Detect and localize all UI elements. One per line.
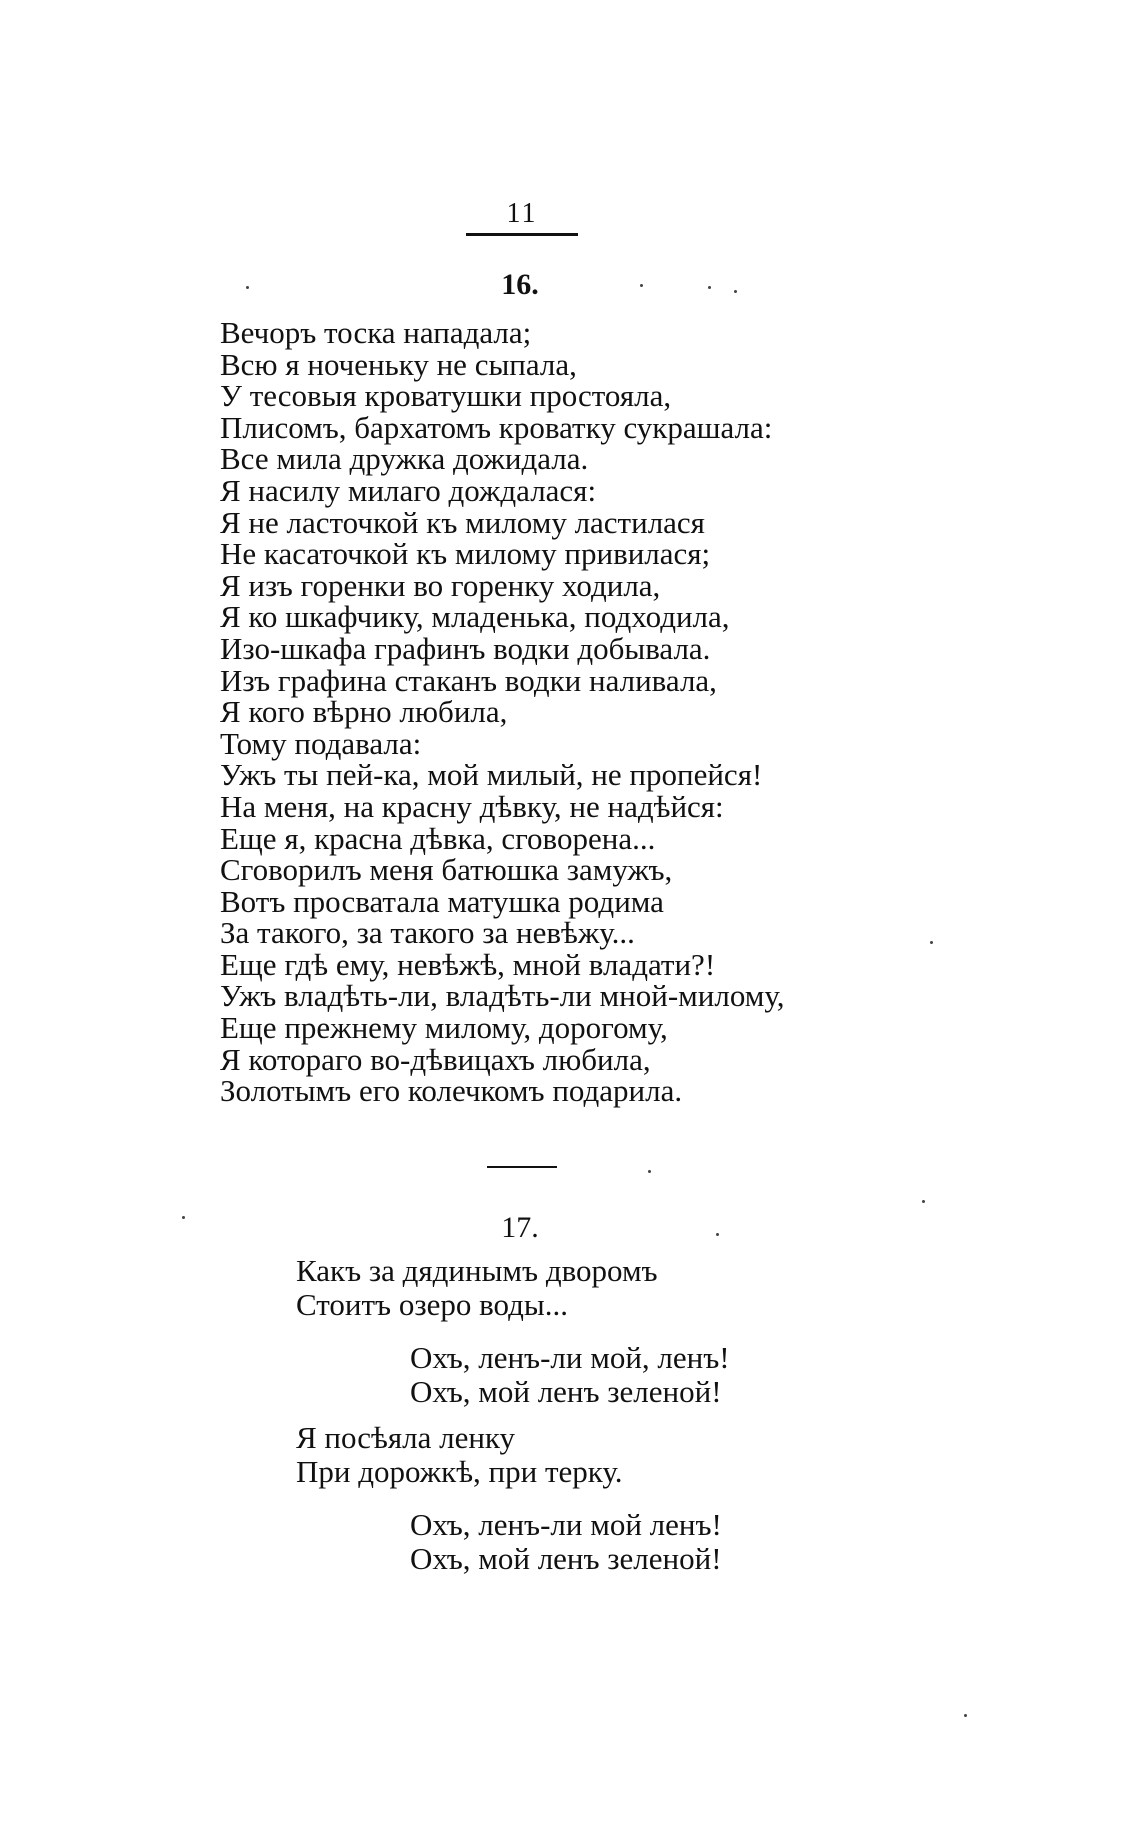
song-17-stanza-1 xyxy=(296,1254,658,1322)
verse-line: Золотымъ его колечкомъ подарила. xyxy=(220,1073,683,1109)
verse-line: Вечоръ тоска нападала; xyxy=(220,315,532,350)
scan-speck xyxy=(182,1216,185,1219)
verse-line: При дорожкѣ, при терку. xyxy=(296,1454,623,1489)
verse-line: Плисомъ, бархатомъ кроватку сукрашала: xyxy=(220,409,773,445)
verse-line: Я не ласточкой къ милому ластилася xyxy=(220,504,705,540)
verse-line: Тому подавала: xyxy=(220,725,422,761)
song-17-refrain-2 xyxy=(410,1508,722,1576)
scan-speck xyxy=(708,286,711,289)
scan-speck xyxy=(930,941,933,944)
verse-line: Еще прежнему милому, дорогому, xyxy=(220,1010,668,1046)
refrain-line: Охъ, ленъ-ли мой, ленъ! xyxy=(410,1340,730,1375)
page-number: 11 xyxy=(506,198,538,229)
verse-line: У тесовыя кроватушки простояла, xyxy=(220,378,672,414)
song-16-text xyxy=(220,317,785,1107)
verse-line: Я посѣяла ленку xyxy=(296,1420,516,1455)
scan-speck xyxy=(246,286,249,289)
refrain-line: Охъ, мой ленъ зеленой! xyxy=(410,1541,722,1576)
header-rule xyxy=(466,233,578,236)
verse-line: Вотъ просватала матушка родима xyxy=(220,883,664,919)
verse-line: Сговорилъ меня батюшка замужъ, xyxy=(220,852,673,888)
song-17-refrain-1 xyxy=(410,1341,730,1409)
verse-line: Я изъ горенки во горенку ходила, xyxy=(220,567,661,603)
verse-line: Ужъ владѣть-ли, владѣть-ли мной-милому, xyxy=(220,978,785,1014)
verse-line: Ужъ ты пей-ка, мой милый, не пропейся! xyxy=(220,757,763,793)
verse-line: Все мила дружка дожидала. xyxy=(220,441,589,477)
refrain-line: Охъ, ленъ-ли мой ленъ! xyxy=(410,1507,722,1542)
refrain-line: Охъ, мой ленъ зеленой! xyxy=(410,1374,722,1409)
verse-line: Стоитъ озеро воды... xyxy=(296,1287,568,1322)
verse-line: Я кого вѣрно любила, xyxy=(220,694,508,730)
section-divider xyxy=(487,1166,557,1168)
verse-line: Еще я, красна дѣвка, сговорена... xyxy=(220,820,656,856)
verse-line: За такого, за такого за невѣжу... xyxy=(220,915,635,951)
song-17-number: 17. xyxy=(501,1211,539,1244)
scan-speck xyxy=(716,1233,719,1236)
verse-line: На меня, на красну дѣвку, не надѣйся: xyxy=(220,788,724,824)
scan-speck xyxy=(922,1200,925,1203)
verse-line: Изо-шкафа графинъ водки добывала. xyxy=(220,630,711,666)
verse-line: Всю я ноченьку не сыпала, xyxy=(220,346,577,382)
scan-speck xyxy=(648,1170,651,1173)
scan-speck xyxy=(734,290,737,293)
song-16-number: 16. xyxy=(501,268,539,301)
verse-line: Я насилу милаго дождалася: xyxy=(220,472,597,508)
scan-speck xyxy=(964,1714,967,1717)
scan-speck xyxy=(640,284,643,287)
song-17-stanza-2 xyxy=(296,1421,623,1489)
verse-line: Изъ графина стаканъ водки наливала, xyxy=(220,662,717,698)
verse-line: Я ко шкафчику, младенька, подходила, xyxy=(220,599,730,635)
verse-line: Я котораго во-дѣвицахъ любила, xyxy=(220,1041,651,1077)
verse-line: Еще гдѣ ему, невѣжѣ, мной владати?! xyxy=(220,946,716,982)
verse-line: Какъ за дядинымъ дворомъ xyxy=(296,1253,658,1288)
verse-line: Не касаточкой къ милому привилася; xyxy=(220,536,711,572)
